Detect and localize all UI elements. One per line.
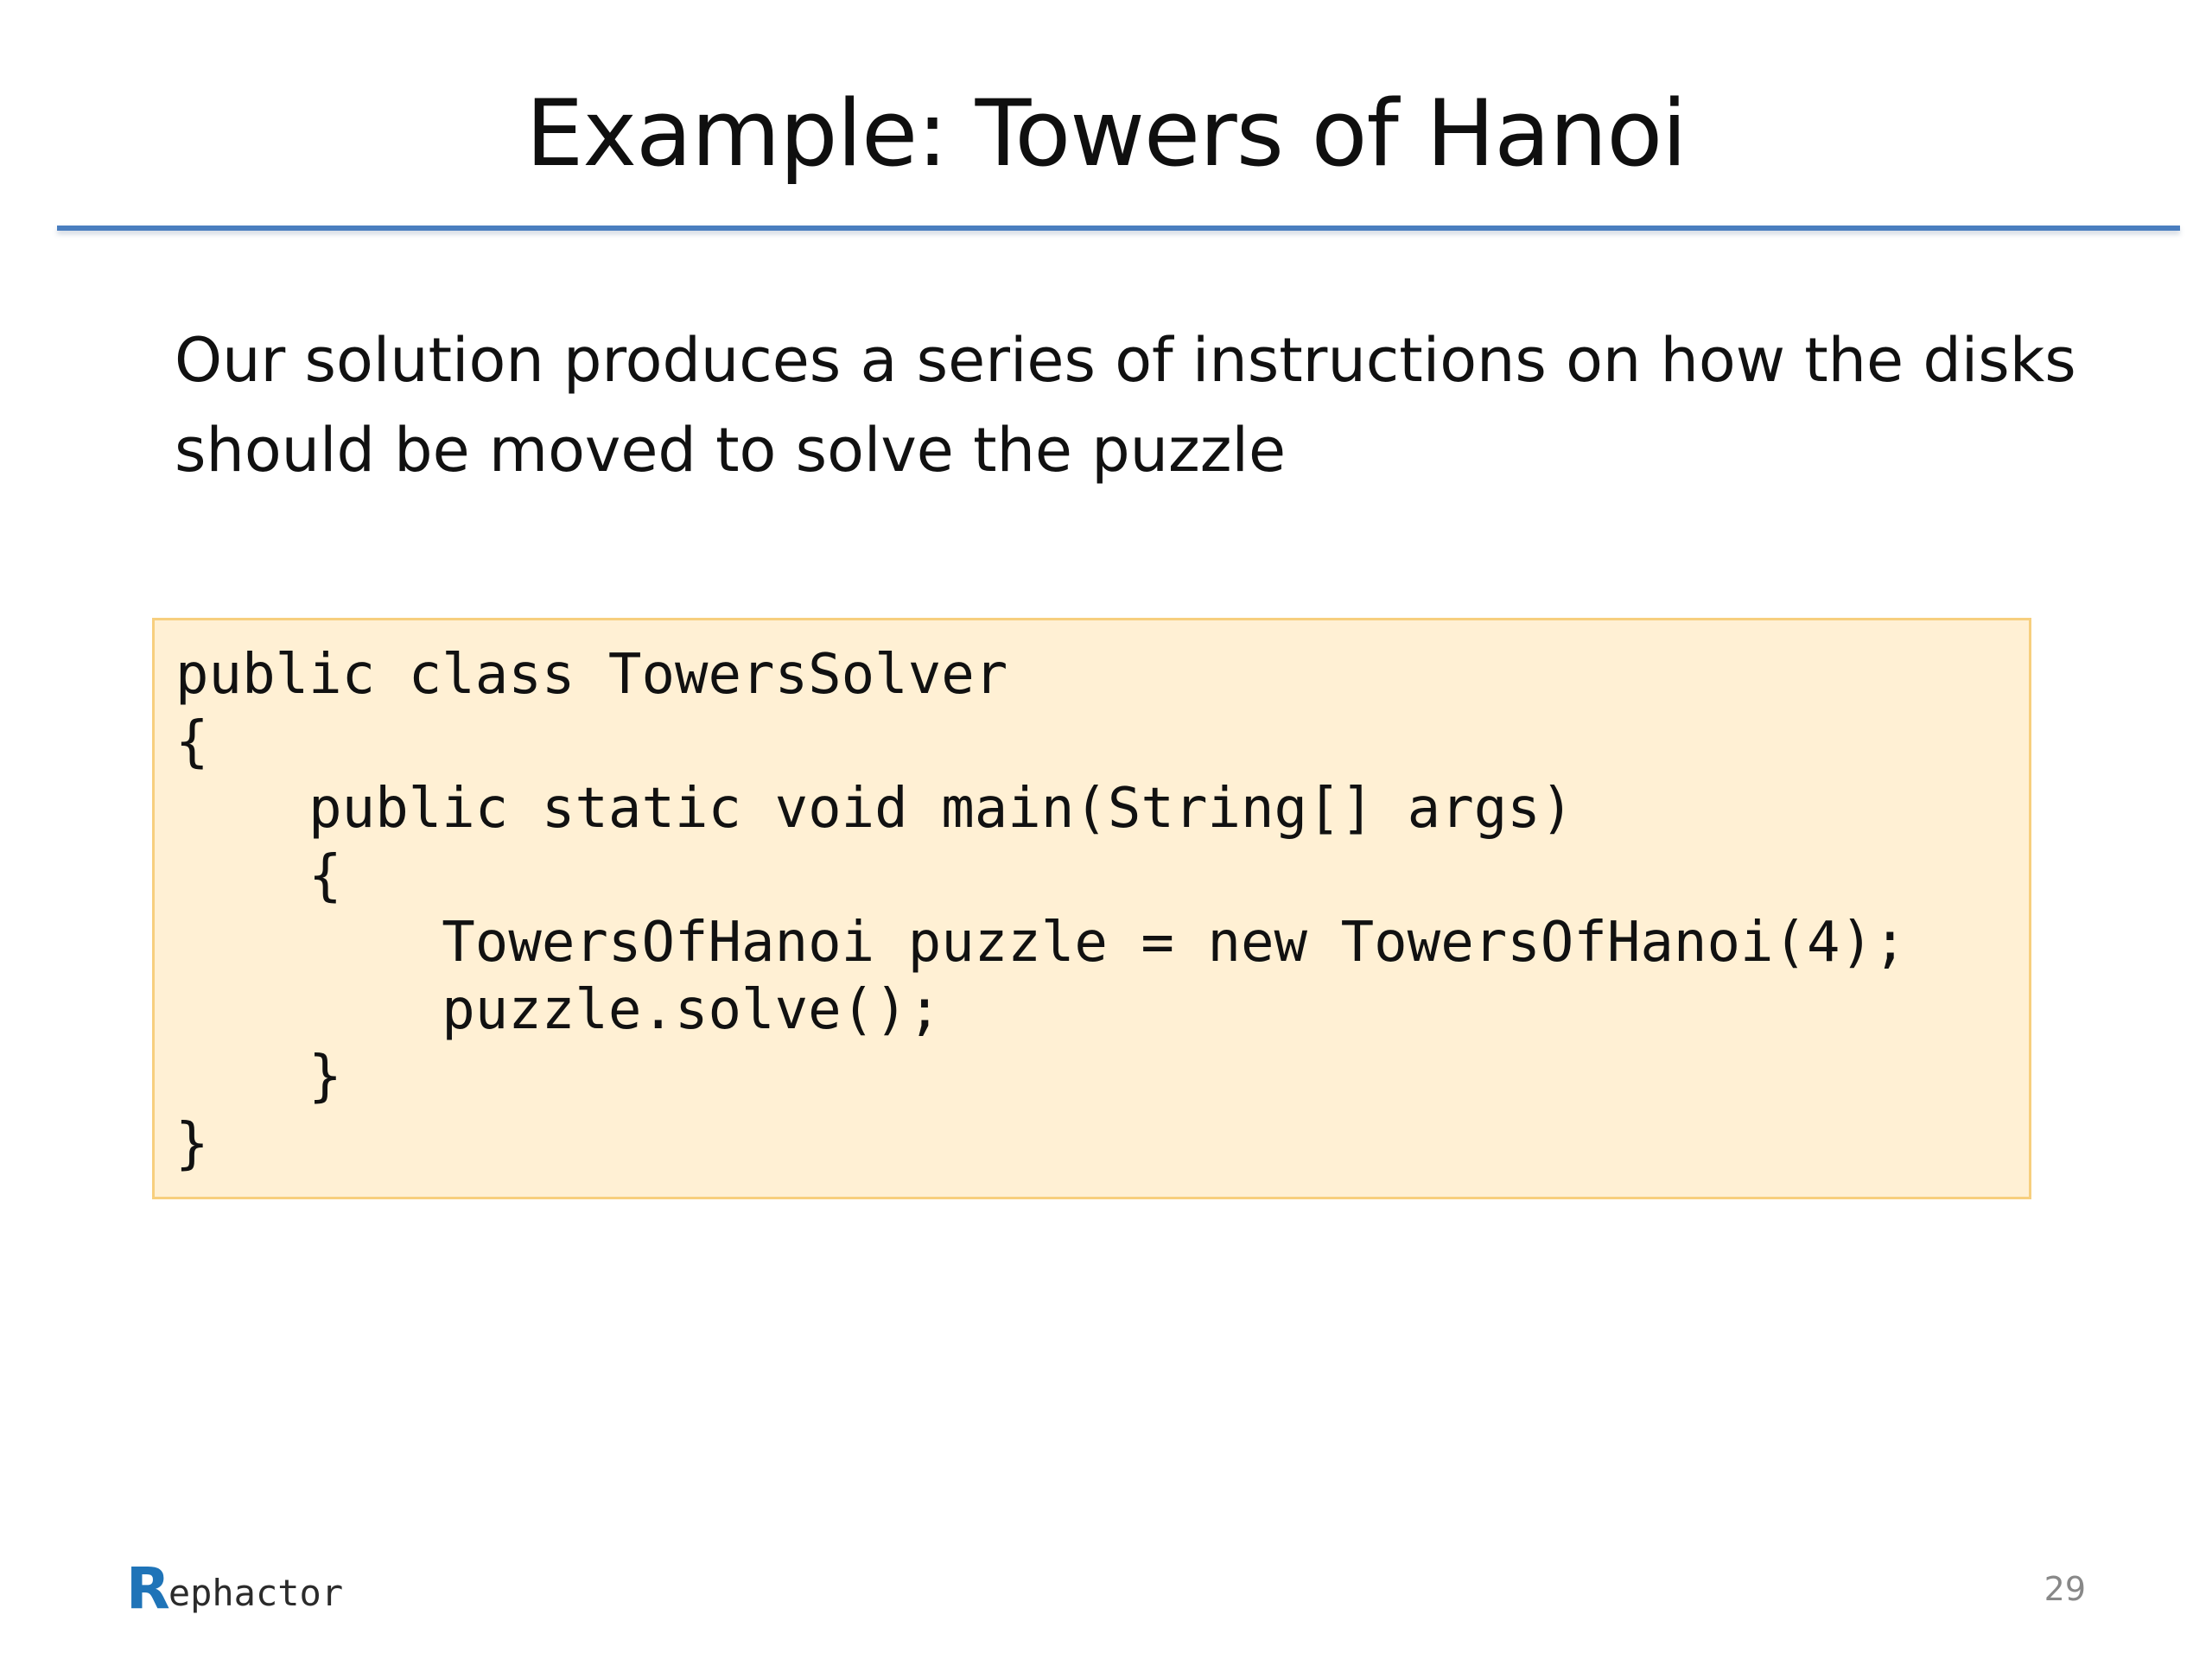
body-line: Our solution produces a series of instructions on how the disks [175,325,2076,396]
code-line: { [175,709,209,774]
code-line: { [175,843,342,908]
code-block [152,618,2031,1199]
logo-wordmark: ephactor [168,1572,344,1614]
code-line: TowersOfHanoi puzzle = new TowersOfHanoi(4); [175,911,1907,975]
code-line: public static void main(String[] args) [175,777,1574,841]
rephactor-logo [126,1555,344,1622]
title-divider [57,226,2180,231]
page-number: 29 [2044,1570,2086,1608]
code-line: } [175,1111,209,1176]
slide-body-text [175,315,2119,495]
code-line: public class TowersSolver [175,643,1008,707]
code-line: puzzle.solve(); [175,977,942,1042]
code-listing [175,642,1907,1178]
body-line: should be moved to solve the puzzle [175,415,1287,486]
logo-letter-r: R [126,1555,170,1622]
slide-title: Example: Towers of Hanoi [525,80,1687,187]
code-line: } [175,1045,342,1109]
